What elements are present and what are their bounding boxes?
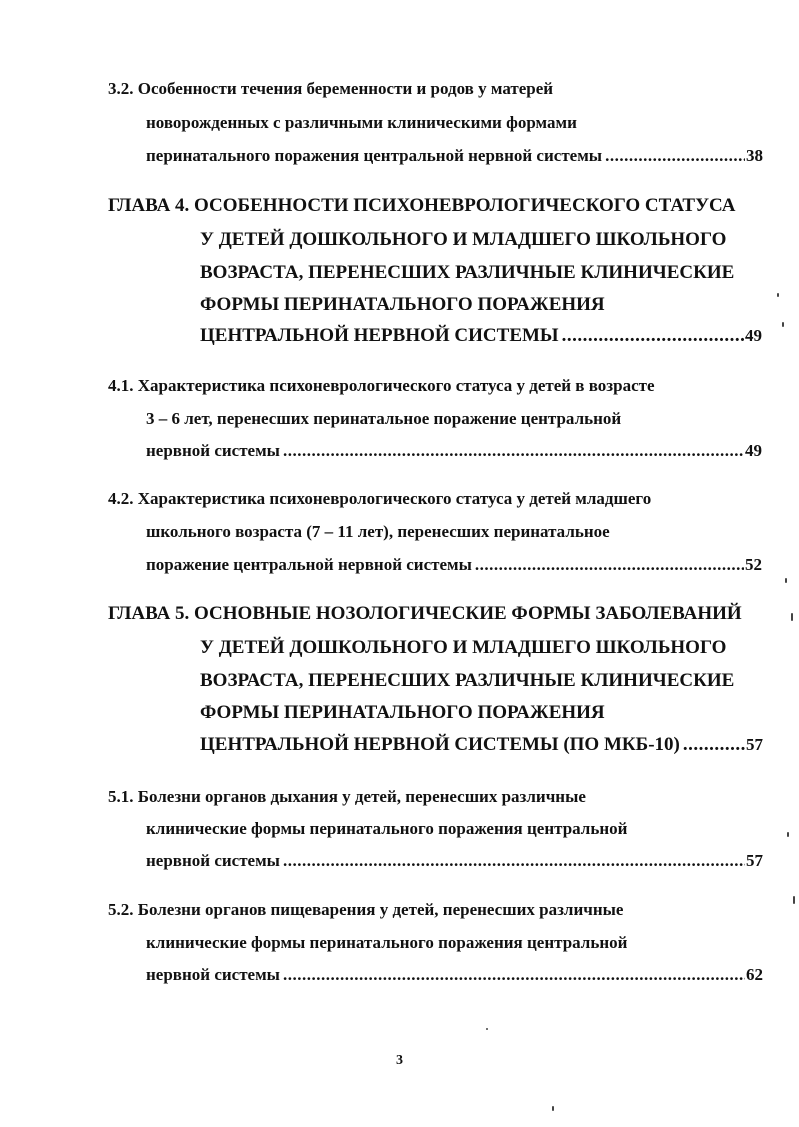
toc-line: 3 – 6 лет, перенесших перинатальное поражение центральной: [146, 409, 622, 428]
toc-line: ВОЗРАСТА, ПЕРЕНЕСШИХ РАЗЛИЧНЫЕ КЛИНИЧЕСКИЕ: [200, 670, 735, 691]
page-ref: 49: [745, 441, 762, 460]
dot-leader: [562, 325, 744, 347]
dot-leader: [683, 734, 745, 756]
toc-line: ФОРМЫ ПЕРИНАТАЛЬНОГО ПОРАЖЕНИЯ: [200, 294, 605, 315]
toc-line: 4.1. Характеристика психоневрологического статуса у детей в возрасте: [108, 376, 655, 395]
scan-speck: [777, 293, 779, 297]
toc-line: ФОРМЫ ПЕРИНАТАЛЬНОГО ПОРАЖЕНИЯ: [200, 702, 605, 723]
dot-leader: [475, 555, 744, 575]
page-ref: 62: [746, 965, 763, 984]
page-ref: 49: [745, 326, 762, 345]
toc-line: клинические формы перинатального поражения центральной: [146, 819, 628, 838]
dot-leader: [283, 851, 745, 871]
toc-line-last: нервной системы ..... 49: [146, 441, 762, 461]
toc-line-last: ЦЕНТРАЛЬНОЙ НЕРВНОЙ СИСТЕМЫ ..... 49: [200, 325, 762, 347]
scan-speck: [486, 1028, 488, 1030]
toc-line: У ДЕТЕЙ ДОШКОЛЬНОГО И МЛАДШЕГО ШКОЛЬНОГО: [200, 229, 727, 250]
scan-speck: [787, 832, 789, 837]
toc-line: клинические формы перинатального поражения центральной: [146, 933, 628, 952]
toc-line: ВОЗРАСТА, ПЕРЕНЕСШИХ РАЗЛИЧНЫЕ КЛИНИЧЕСКИЕ: [200, 262, 735, 283]
toc-line-last: перинатального поражения центральной нервной системы ..... 38: [146, 146, 763, 166]
dot-leader: [283, 441, 744, 461]
scan-speck: [791, 613, 793, 621]
scan-speck: [552, 1106, 554, 1111]
toc-line: У ДЕТЕЙ ДОШКОЛЬНОГО И МЛАДШЕГО ШКОЛЬНОГО: [200, 637, 727, 658]
dot-leader: [605, 146, 745, 166]
toc-line-last: поражение центральной нервной системы ..... 52: [146, 555, 762, 575]
toc-line: 5.2. Болезни органов пищеварения у детей, перенесших различные: [108, 900, 624, 919]
toc-line: школьного возраста (7 – 11 лет), перенесших перинатальное: [146, 522, 610, 541]
scan-speck: [793, 896, 795, 904]
toc-line: ГЛАВА 5. ОСНОВНЫЕ НОЗОЛОГИЧЕСКИЕ ФОРМЫ ЗАБОЛЕВАНИЙ: [108, 603, 742, 624]
toc-line-last: нервной системы ..... 57: [146, 851, 763, 871]
page-ref: 38: [746, 146, 763, 165]
scan-speck: [782, 322, 784, 327]
toc-line: 3.2. Особенности течения беременности и родов у матерей: [108, 79, 554, 98]
page-number: 3: [396, 1053, 403, 1068]
scan-speck: [785, 578, 787, 583]
toc-line: 5.1. Болезни органов дыхания у детей, перенесших различные: [108, 787, 586, 806]
page-ref: 52: [745, 555, 762, 574]
page-ref: 57: [746, 735, 763, 754]
toc-line-last: нервной системы ..... 62: [146, 965, 763, 985]
toc-line: 4.2. Характеристика психоневрологического статуса у детей младшего: [108, 489, 652, 508]
page-ref: 57: [746, 851, 763, 870]
toc-line: ГЛАВА 4. ОСОБЕННОСТИ ПСИХОНЕВРОЛОГИЧЕСКОГО СТАТУСА: [108, 195, 736, 216]
toc-line-last: ЦЕНТРАЛЬНОЙ НЕРВНОЙ СИСТЕМЫ (ПО МКБ-10) ..... 57: [200, 734, 763, 756]
dot-leader: [283, 965, 745, 985]
toc-line: новорожденных с различными клиническими формами: [146, 113, 577, 132]
